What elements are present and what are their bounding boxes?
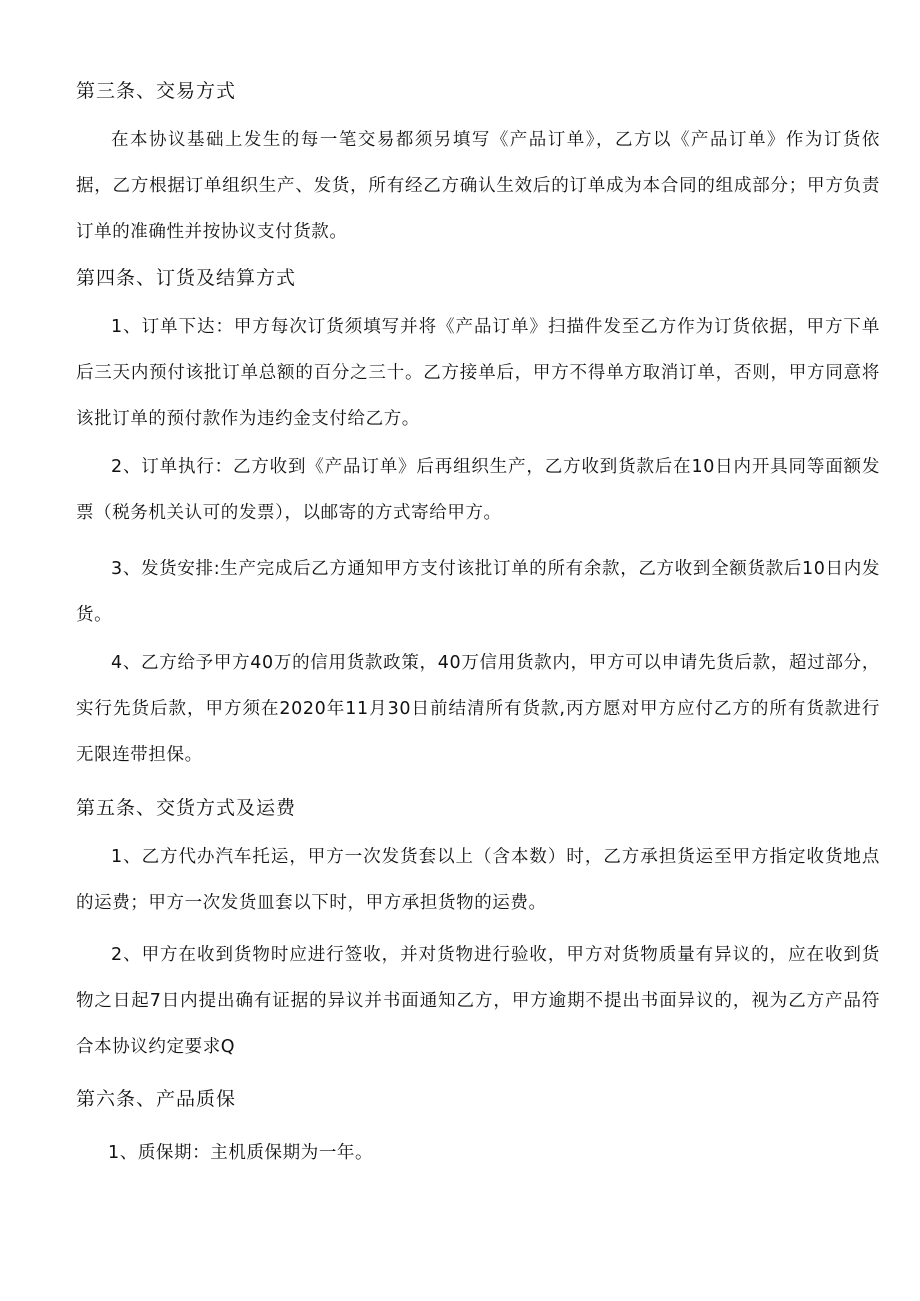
section-heading-4: 第四条、订货及结算方式 xyxy=(76,267,297,289)
section-heading-3: 第三条、交易方式 xyxy=(76,80,237,102)
paragraph: 在本协议基础上发生的每一笔交易都须另填写《产品订单》，乙方以《产品订单》作为订货依据，乙方根据订单组织生产、发货，所有经乙方确认生效后的订单成为本合同的组成部分；甲方负责订单的准确性并按协议支付货款。 xyxy=(76,130,880,242)
paragraph: 3、发货安排:生产完成后乙方通知甲方支付该批订单的所有余款，乙方收到全额货款后10日内发货。 xyxy=(76,559,880,625)
paragraph: 2、订单执行：乙方收到《产品订单》后再组织生产，乙方收到货款后在10日内开具同等面额发票（税务机关认可的发票），以邮寄的方式寄给甲方。 xyxy=(76,457,880,523)
paragraph: 1、订单下达：甲方每次订货须填写并将《产品订单》扫描件发至乙方作为订货依据，甲方下单后三天内预付该批订单总额的百分之三十。乙方接单后，甲方不得单方取消订单，否则，甲方同意将该批订单的预付款作为违约金支付给乙方。 xyxy=(76,317,880,429)
paragraph: 1、乙方代办汽车托运，甲方一次发货套以上（含本数）时，乙方承担货运至甲方指定收货地点的运费；甲方一次发货皿套以下时，甲方承担货物的运费。 xyxy=(76,847,880,913)
section-heading-5: 第五条、交货方式及运费 xyxy=(76,797,297,819)
section-heading-6: 第六条、产品质保 xyxy=(76,1088,237,1110)
paragraph: 2、甲方在收到货物时应进行签收，并对货物进行验收，甲方对货物质量有异议的，应在收到货物之日起7日内提出确有证据的异议并书面通知乙方，甲方逾期不提出书面异议的，视为乙方产品符合本协议约定要求Q xyxy=(76,945,880,1057)
paragraph: 4、乙方给予甲方40万的信用货款政策，40万信用货款内，甲方可以申请先货后款，超过部分，实行先货后款，甲方须在2020年11月30日前结清所有货款,丙方愿对甲方应付乙方的所有货款进行无限连带担保。 xyxy=(76,653,880,765)
list-item: 1、质保期：主机质保期为一年。 xyxy=(108,1143,374,1163)
